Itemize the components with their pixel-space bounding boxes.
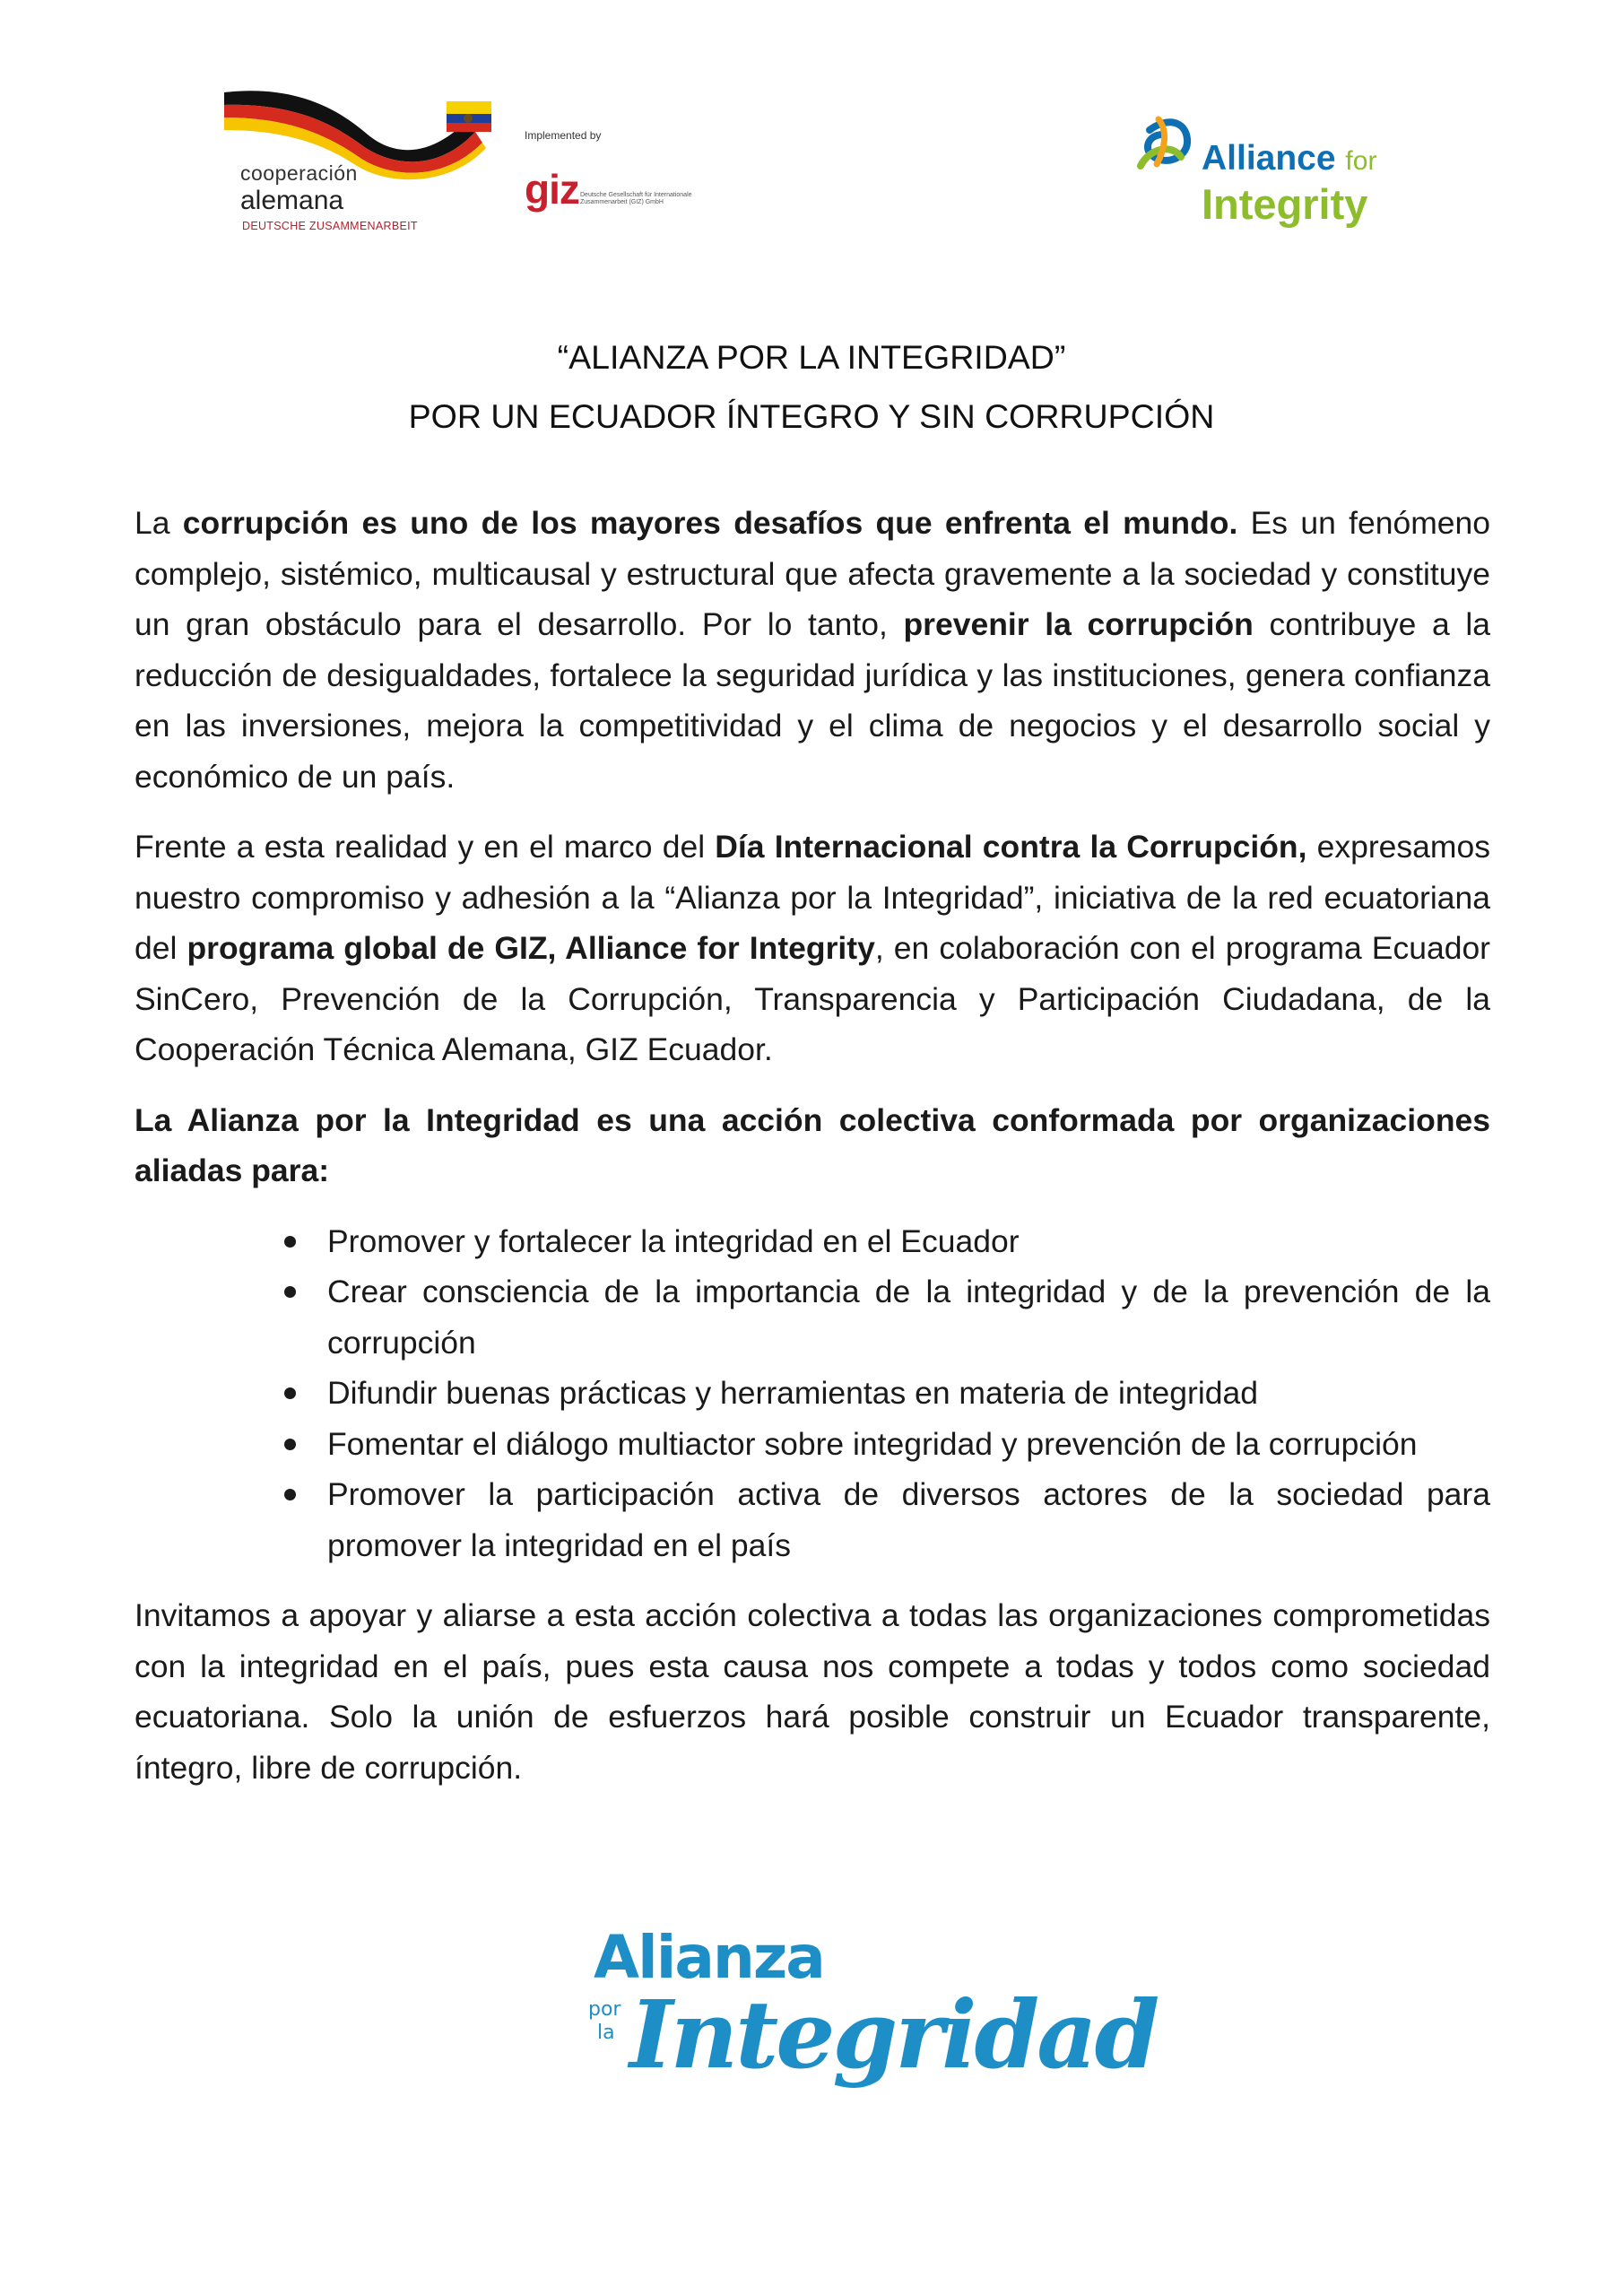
list-item: [327, 1368, 1490, 1419]
afi-integrity-word: Integrity: [1202, 180, 1368, 228]
document-body: [135, 498, 1490, 1813]
afi-for-word: for: [1345, 146, 1377, 176]
alliance-for-integrity-logo: [1132, 112, 1392, 238]
alianza-logo-la: la: [597, 2022, 615, 2044]
coop-text-line3: DEUTSCHE ZUSAMMENARBEIT: [242, 220, 418, 232]
p2-text-2: expresamos nuestro compromiso y adhesión a la “Alianza por la Integridad”, iniciativa de la red ecuatoriana del: [135, 829, 1490, 966]
list-item-text: Promover y fortalecer la integridad en el Ecuador: [327, 1222, 1020, 1259]
p1-text-1: La: [135, 505, 183, 541]
afi-alliance-word: Alliance: [1202, 139, 1336, 178]
alianza-por-la-integridad-logo: [583, 1923, 1158, 2139]
p1-bold-2: prevenir la corrupción: [903, 606, 1254, 642]
list-item-text: Promover la participación activa de diversos actores de la sociedad para promover la integridad en el país: [327, 1476, 1490, 1563]
paragraph-4: Invitamos a apoyar y aliarse a esta acción colectiva a todas las organizaciones comprometidas con la integridad en el país, pues esta causa nos compete a todas y todos como sociedad ecuatoriana. Solo la unión de esfuerzos hará posible construir un Ecuador transparente, íntegro, libre de corrupción.: [135, 1597, 1490, 1786]
list-item-text: Difundir buenas prácticas y herramientas en materia de integridad: [327, 1375, 1258, 1411]
alianza-logo-por: por: [588, 1998, 621, 2021]
implemented-by-label: Implemented by: [525, 129, 602, 142]
cooperacion-alemana-logo: [224, 85, 493, 242]
giz-small-text: Deutsche Gesellschaft für Internationale Zusammenarbeit (GIZ) GmbH: [580, 192, 692, 205]
bullet-icon: [284, 1236, 296, 1248]
bullet-list: [135, 1216, 1490, 1571]
afi-line1: [1202, 139, 1376, 178]
p2-text-1: Frente a esta realidad y en el marco del: [135, 829, 716, 865]
paragraph-3: La Alianza por la Integridad es una acción colectiva conformada por organizaciones aliadas para:: [135, 1101, 1490, 1188]
coop-text-line1: cooperación: [240, 161, 358, 185]
bullet-icon: [284, 1489, 296, 1500]
p2-bold-1: Día Internacional contra la Corrupción,: [715, 829, 1307, 865]
list-item: [327, 1216, 1490, 1267]
list-item: [327, 1469, 1490, 1570]
alianza-logo-integridad: Integridad: [629, 1979, 1158, 2090]
bullet-icon: [284, 1439, 296, 1450]
p2-text-3: , en colaboración con el programa Ecuador SinCero, Prevención de la Corrupción, Transparencia y Participación Ciudadana, de la Cooperación Técnica Alemana, GIZ Ecuador.: [135, 930, 1491, 1067]
bullet-icon: [284, 1387, 296, 1399]
bullet-icon: [284, 1286, 296, 1298]
title-line2: POR UN ECUADOR ÍNTEGRO Y SIN CORRUPCIÓN: [408, 397, 1215, 435]
paragraph-1: [135, 498, 1490, 802]
giz-wordmark: giz: [525, 166, 579, 213]
alianza-logo-word: Alianza: [594, 1923, 824, 1992]
list-item: [327, 1419, 1490, 1470]
p1-text-2: Es un fenómeno complejo, sistémico, multicausal y estructural que afecta gravemente a la sociedad y constituye un gran obstáculo para el desarrollo. Por lo tanto,: [135, 505, 1490, 642]
p2-bold-2: programa global de GIZ, Alliance for Integrity: [187, 930, 875, 966]
p1-text-3: contribuye a la reducción de desigualdades, fortalece la seguridad jurídica y las instituciones, genera confianza en las inversiones, mejora la competitividad y el clima de negocios y el desarrollo social y económico de un país.: [135, 606, 1490, 795]
p1-bold-1: corrupción es uno de los mayores desafíos que enfrenta el mundo.: [182, 505, 1238, 541]
logo-header: [0, 0, 1623, 269]
paragraph-2: [135, 822, 1490, 1075]
list-item-text: Crear consciencia de la importancia de la integridad y de la prevención de la corrupción: [327, 1274, 1490, 1361]
document-title: [135, 327, 1488, 446]
title-line1: “ALIANZA POR LA INTEGRIDAD”: [557, 338, 1066, 376]
afi-knot-icon: [1132, 112, 1203, 184]
list-item-text: Fomentar el diálogo multiactor sobre integridad y prevención de la corrupción: [327, 1425, 1418, 1462]
list-item: [327, 1266, 1490, 1368]
coop-text-line2: alemana: [240, 186, 344, 215]
giz-logo: [525, 129, 704, 237]
